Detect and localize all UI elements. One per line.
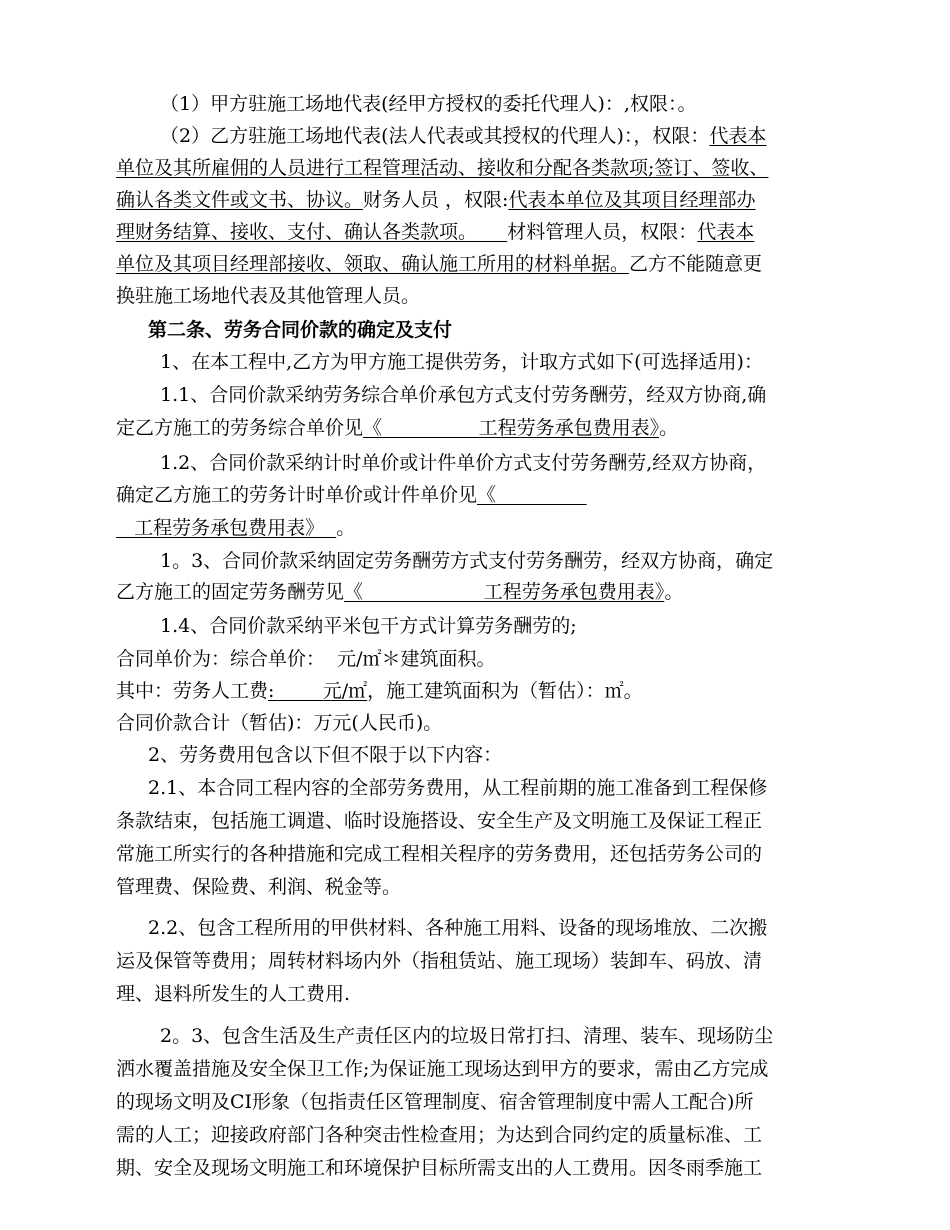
underlined-text: 《 工程劳务承包费用表》 [363,417,660,439]
text-run: 2、劳务费用包含以下但不限于以下内容： [148,744,503,766]
underlined-text: : 元/㎡ [268,680,368,702]
text-line [160,451,766,475]
text-run: 条款结束，包括施工调遣、临时设施搭设、安全生产及文明施工及保证工程正 [116,810,763,832]
text-run: 1.4、合同价款采纳平米包干方式计算劳务酬劳的; [160,615,577,637]
text-run: 其中：劳务人工费 [116,680,269,702]
text-line [148,743,502,767]
text-line [148,916,767,940]
text-run: 需的人工；迎接政府部门各种突击性检查用；为达到合同约定的质量标准、工 [116,1124,763,1146]
text-line [116,1156,762,1180]
text-line [160,614,577,638]
text-run: 。 [336,517,356,539]
text-line [116,580,683,604]
text-run: 管理费、保险费、利润、税金等。 [116,876,402,898]
text-run: 洒水覆盖措施及安全保卫工作;为保证施工现场达到甲方的要求，需由乙方完成 [116,1058,769,1080]
text-line [116,647,495,671]
text-run: 1.1、合同价款采纳劳务综合单价承包方式支付劳务酬劳，经双方协商,确 [160,384,767,406]
text-line [160,549,773,573]
text-run: 1。3、合同价款采纳固定劳务酬劳方式支付劳务酬劳，经双方协商，确定 [160,550,774,572]
text-line [160,124,766,148]
text-run: 乙方施工的固定劳务酬劳见 [116,581,345,603]
text-run: 合同单价为：综合单价： 元/㎡＊建筑面积。 [116,648,496,670]
underlined-text: 确认各类文件或文书、协议。 [116,189,364,211]
underlined-text: 工程劳务承包费用表》 [116,517,337,539]
text-run: 。 [664,581,684,603]
text-line [148,776,767,800]
underlined-text: 《 工程劳务承包费用表》 [344,581,665,603]
text-run: 合同价款合计（暂估)：万元(人民币)。 [116,712,443,734]
text-run: 材料管理人员，权限： [507,221,698,243]
text-line [116,842,762,866]
text-run: 定乙方施工的劳务综合单价见 [116,417,364,439]
text-line [116,516,355,540]
text-line [116,711,442,735]
text-line [116,416,678,440]
text-line [116,483,587,507]
text-run: 1、在本工程中,乙方为甲方施工提供劳务，计取方式如下(可选择适用)： [160,351,763,373]
text-run: 财务人员 ，权限: [363,189,509,211]
text-run: 。 [659,417,679,439]
text-line [116,188,755,212]
text-run: 常施工所实行的各种措施和完成工程相关程序的劳务费用，还包括劳务公司的 [116,843,763,865]
text-line [160,92,696,116]
underlined-text: 单位及其项目经理部接收、领取、确认施工所用的材料单据。 [116,253,630,275]
text-line [160,1024,773,1048]
text-run: （1）甲方驻施工场地代表(经甲方授权的委托代理人)：,权限：。 [160,93,697,115]
text-line [160,383,766,407]
text-line [116,949,762,973]
underlined-text: 代表本单位及其项目经理部办 [508,189,756,211]
text-line [116,982,350,1006]
text-run: 确定乙方施工的劳务计时单价或计件单价见 [116,484,478,506]
text-run: 理、退料所发生的人工费用. [116,983,351,1005]
text-run: 2。3、包含生活及生产责任区内的垃圾日常打扫、清理、装车、现场防尘 [160,1025,774,1047]
text-line [116,809,762,833]
text-line [116,1123,762,1147]
underlined-text: 代表本 [697,221,755,243]
text-line [116,156,768,180]
underlined-text: 理财务结算、接收、支付、确认各类款项。 [116,221,508,243]
text-line [116,1090,753,1114]
text-line [116,252,762,276]
text-line [116,220,754,244]
text-run: 的现场文明及CI形象（包指责任区管理制度、宿舍管理制度中需人工配合)所 [116,1091,754,1113]
text-run: 换驻施工场地代表及其他管理人员。 [116,285,421,307]
text-run: ，施工建筑面积为（暂估）：㎡。 [367,680,643,702]
text-run: 2.1、本合同工程内容的全部劳务费用，从工程前期的施工准备到工程保修 [148,777,768,799]
underlined-text: 单位及其所雇佣的人员进行工程管理活动、接收和分配各类款项;签订、签收、 [116,157,769,179]
text-line [116,679,643,703]
text-run: 乙方不能随意更 [629,253,763,275]
text-run: 运及保管等费用；周转材料场内外（指租赁站、施工现场）装卸车、码放、清 [116,950,763,972]
text-line [160,350,763,374]
text-line [116,284,420,308]
underlined-text: 代表本 [709,125,767,147]
text-line [148,318,452,342]
text-run: 期、安全及现场文明施工和环境保护目标所需支出的人工费用。因冬雨季施工 [116,1157,763,1179]
text-run: 第二条、劳务合同价款的确定及支付 [148,319,453,341]
text-line [116,1057,768,1081]
text-run: （2）乙方驻施工场地代表(法人代表或其授权的代理人)：，权限： [160,125,710,147]
text-run: 1.2、合同价款采纳计时单价或计件单价方式支付劳务酬劳,经双方协商， [160,452,767,474]
underlined-text: 《 [477,484,587,506]
text-line [116,875,401,899]
text-run: 2.2、包含工程所用的甲供材料、各种施工用料、设备的现场堆放、二次搬 [148,917,768,939]
